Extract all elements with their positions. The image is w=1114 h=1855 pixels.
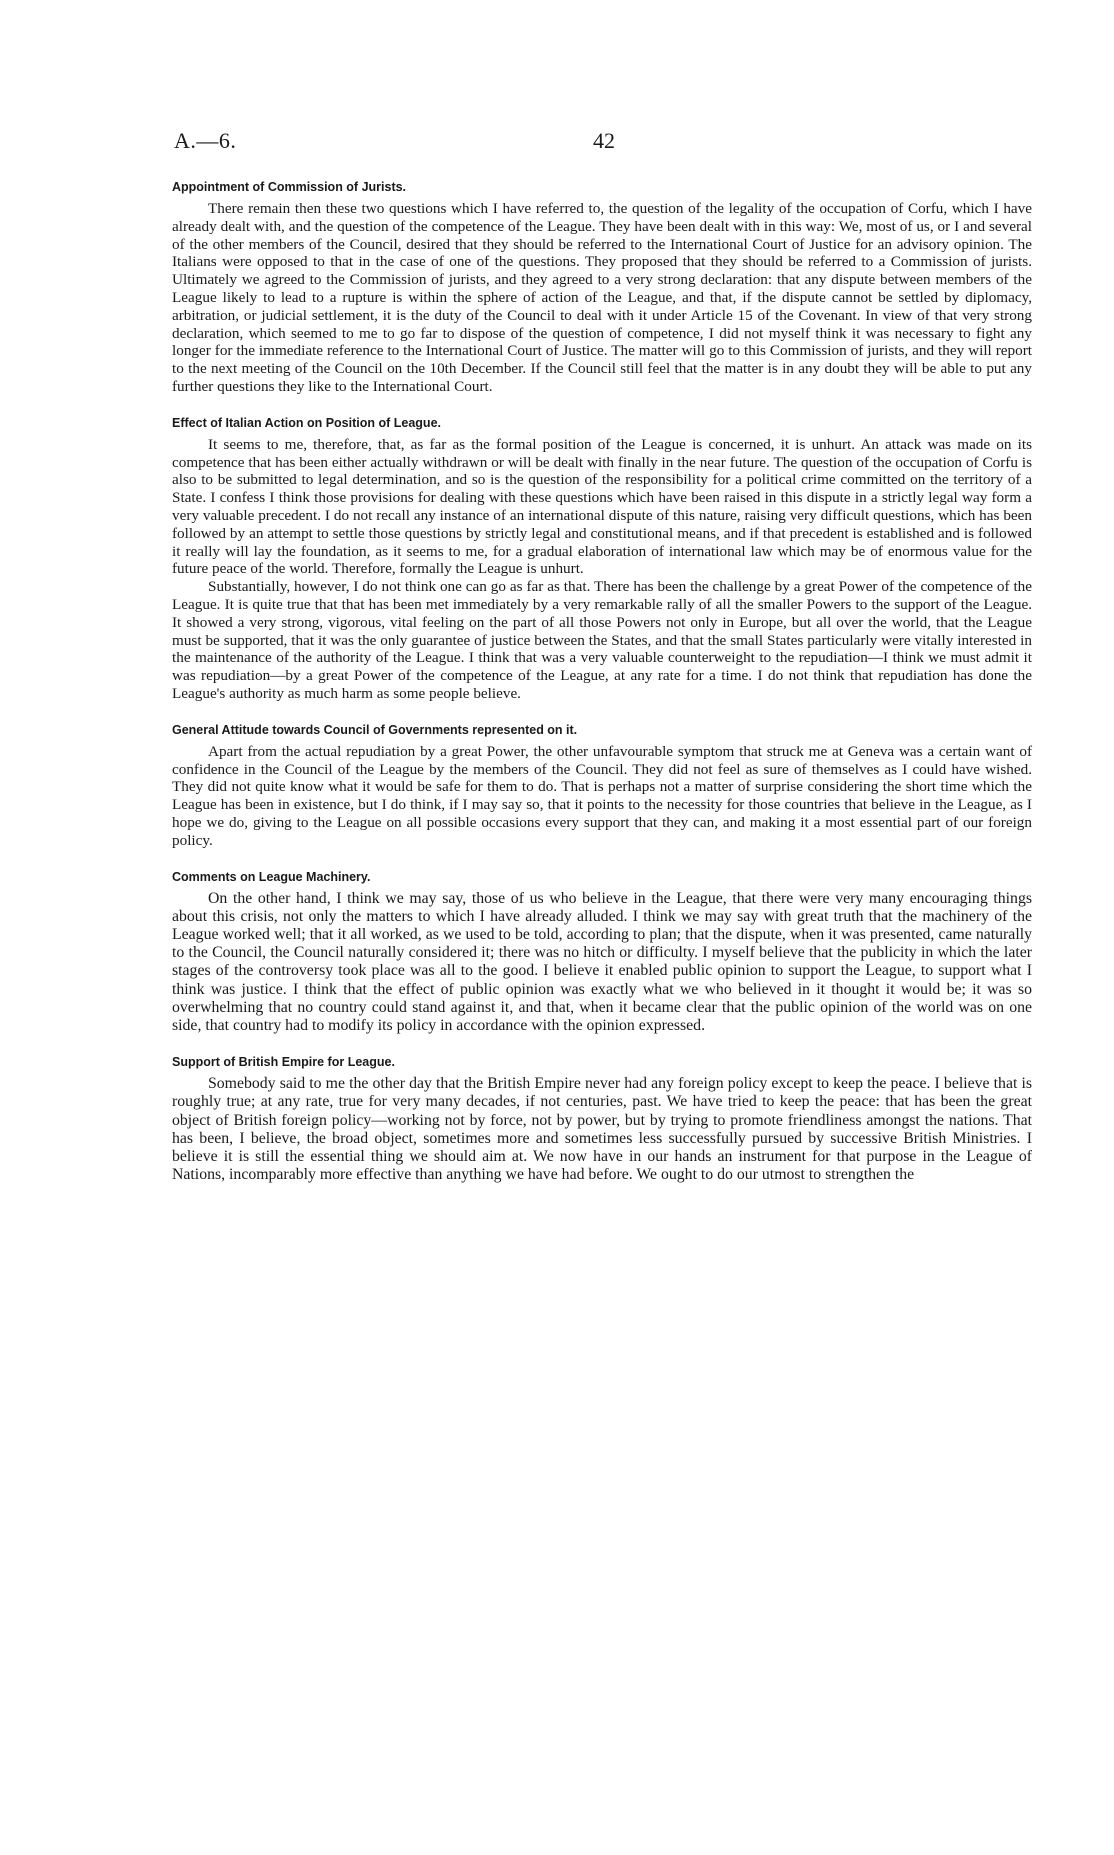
document-reference: A.—6. bbox=[174, 128, 237, 153]
section-heading: Appointment of Commission of Jurists. bbox=[172, 180, 407, 194]
document-body bbox=[172, 178, 1032, 1184]
section-general-attitude bbox=[172, 721, 1032, 850]
section-effect-of-italian-action bbox=[172, 414, 1032, 703]
section-league-machinery bbox=[172, 868, 1032, 1036]
section-heading: General Attitude towards Council of Governments represented on it. bbox=[172, 722, 578, 737]
page-number: 42 bbox=[593, 128, 615, 153]
paragraph: It seems to me, therefore, that, as far as the formal position of the League is concerned, it is unhurt. An attack was made on its competence that has been either actually withdrawn or will be dealt with finally in the near future. The question of the occupation of Corfu is also to be submitted to legal determination, and so is the question of the responsibility for a political crime committed on the territory of a State. I confess I think those provisions for dealing with these questions which have been raised in this dispute in a strictly legal way form a very valuable precedent. I do not recall any instance of an international dispute of this nature, raising very difficult questions, which has been followed by an attempt to settle those questions by strictly legal and constitutional means, and if that precedent is established and is followed it really will lay the foundation, as it seems to me, for a gradual elaboration of international law which may be of enormous value for the future peace of the world. Therefore, formally the League is unhurt. bbox=[172, 435, 1032, 578]
paragraph: Somebody said to me the other day that the British Empire never had any foreign policy except to keep the peace. I believe that is roughly true; at any rate, true for very many decades, if not centuries, past. We have tried to keep the peace: that has been the great object of British foreign policy—working not by force, not by power, but by trying to promote friendliness amongst the nations. That has been, I believe, the broad object, sometimes more and sometimes less successfully pursued by successive British Ministries. I believe it is still the essential thing we should aim at. We now have in our hands an instrument for that purpose in the League of Nations, incomparably more effective than anything we have had before. We ought to do our utmost to strengthen the bbox=[172, 1075, 1032, 1184]
section-heading: Effect of Italian Action on Position of League. bbox=[172, 415, 441, 430]
paragraph: There remain then these two questions which I have referred to, the question of the legality of the occupation of Corfu, which I have already dealt with, and the question of the competence of the League. They have been dealt with in this way: We, most of us, or I and several of the other members of the Council, desired that they should be referred to the International Court of Justice for an advisory opinion. The Italians were opposed to that in the case of one of the questions. They proposed that they should be referred to a Commission of jurists. Ultimately we agreed to the Commission of jurists, and they agreed to a very strong declaration: that any dispute between members of the League likely to lead to a rupture is within the sphere of action of the League, and that, if the dispute cannot be settled by diplomacy, arbitration, or judicial settlement, it is the duty of the Council to deal with it under Article 15 of the Covenant. In view of that very strong declaration, which seemed to me to go far to dispose of the question of competence, I did not myself think it was necessary to fight any longer for the immediate reference to the International Court of Justice. The matter will go to this Commission of jurists, and they will report to the next meeting of the Council on the 10th December. If the Council still feel that the matter is in any doubt they will be able to put any further questions they like to the International Court. bbox=[172, 200, 1032, 395]
section-heading: Support of British Empire for League. bbox=[172, 1055, 395, 1070]
paragraph: On the other hand, I think we may say, those of us who believe in the League, that there were very many encouraging things about this crisis, not only the matters to which I have already alluded. I think we may say with great truth that the machinery of the League worked well; that it all worked, as we used to be told, according to plan; that the dispute, when it was presented, came naturally to the Council, the Council naturally considered it; there was no hitch or difficulty. I myself believe that the publicity in which the later stages of the controversy took place was all to the good. I believe it enabled public opinion to support the League, to support what I think was justice. I think that the effect of public opinion was exactly what we who believed in it thought it would be; it was so overwhelming that no country could stand against it, and that, when it became clear that the public opinion of the world was on one side, that country had to modify its policy in accordance with the opinion expressed. bbox=[172, 889, 1032, 1034]
section-heading: Comments on League Machinery. bbox=[172, 869, 371, 884]
paragraph: Substantially, however, I do not think one can go as far as that. There has been the challenge by a great Power of the competence of the League. It is quite true that that has been met immediately by a very remarkable rally of all the smaller Powers to the support of the League. It showed a very strong, vigorous, vital feeling on the part of all those Powers not only in Europe, but all over the world, that the League must be supported, that it was the only guarantee of justice between the States, and that the small States particularly were vitally interested in the maintenance of the authority of the League. I think that was a very valuable counterweight to the repudiation—I think we must admit it was repudiation—by a great Power of the competence of the League, at any rate for a time. I do not think that repudiation has done the League's authority as much harm as some people believe. bbox=[172, 578, 1032, 702]
section-appointment-of-commission bbox=[172, 178, 1032, 396]
paragraph: Apart from the actual repudiation by a great Power, the other unfavourable symptom that struck me at Geneva was a certain want of confidence in the Council of the League by the members of the Council. They did not feel as sure of themselves as I could have wished. They did not quite know what it would be safe for them to do. That is perhaps not a matter of surprise considering the short time which the League has been in existence, but I do think, if I may say so, that it points to the necessity for those countries that believe in the League, as I hope we do, giving to the League on all possible occasions every support that they can, and making it a most essential part of our foreign policy. bbox=[172, 742, 1032, 849]
section-british-empire-support bbox=[172, 1053, 1032, 1184]
